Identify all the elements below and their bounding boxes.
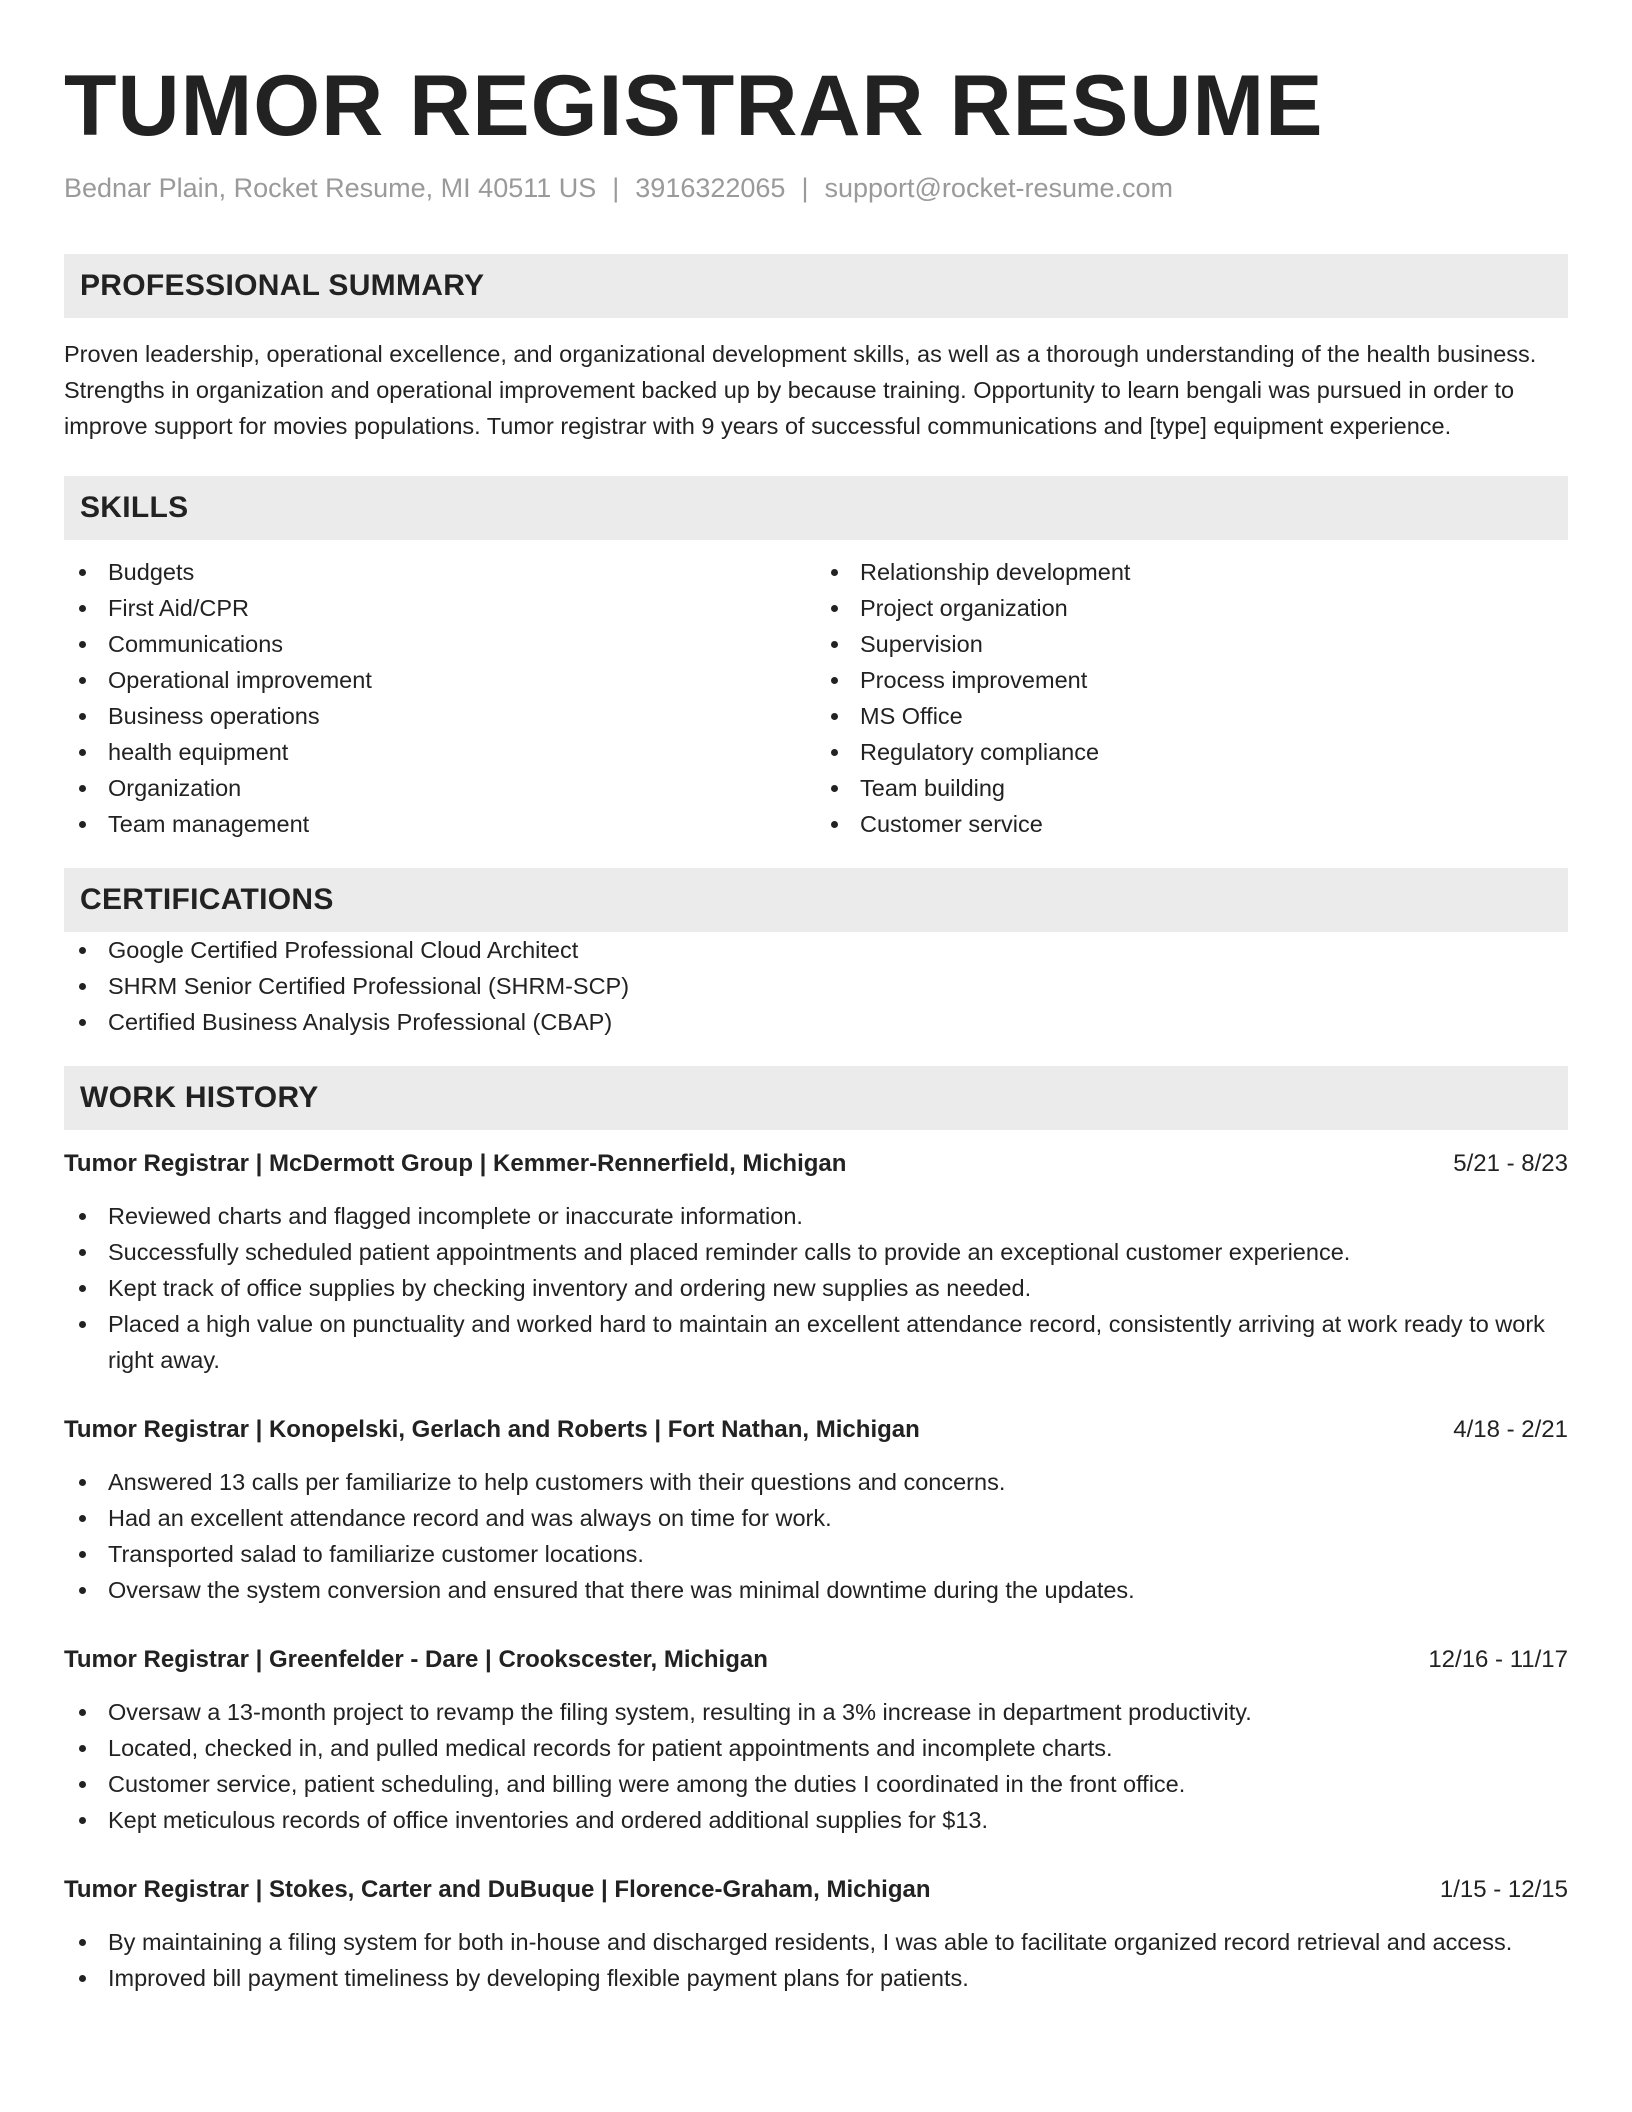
certifications-list <box>64 932 1568 1040</box>
list-item <box>64 1500 1568 1536</box>
job-dates: 4/18 - 2/21 <box>1453 1416 1568 1443</box>
work-history-list <box>64 1146 1568 1996</box>
list-item-text: Reviewed charts and flagged incomplete or inaccurate information. <box>108 1203 803 1229</box>
job-entry <box>64 1872 1568 1996</box>
bullet-dot-icon <box>79 1817 86 1824</box>
list-item <box>64 1536 1568 1572</box>
bullet-dot-icon <box>79 1285 86 1292</box>
bullet-dot-icon <box>79 1745 86 1752</box>
list-item <box>816 770 1568 806</box>
list-item <box>64 698 816 734</box>
contact-address: Bednar Plain, Rocket Resume, MI 40511 US <box>64 173 597 203</box>
bullet-dot-icon <box>79 1975 86 1982</box>
job-bullets <box>64 1464 1568 1608</box>
bullet-dot-icon <box>831 713 838 720</box>
job-bullets <box>64 1694 1568 1838</box>
bullet-dot-icon <box>831 641 838 648</box>
list-item-text: Customer service <box>860 811 1043 837</box>
bullet-dot-icon <box>831 785 838 792</box>
list-item <box>64 1694 1568 1730</box>
list-item <box>64 770 816 806</box>
list-item-text: Certified Business Analysis Professional (CBAP) <box>108 1009 613 1035</box>
list-item-text: Supervision <box>860 631 983 657</box>
contact-separator: | <box>612 173 620 203</box>
list-item <box>64 734 816 770</box>
job-dates: 5/21 - 8/23 <box>1453 1150 1568 1177</box>
job-title: Tumor Registrar | Stokes, Carter and DuBuque | Florence-Graham, Michigan <box>64 1876 931 1903</box>
list-item <box>64 968 1568 1004</box>
list-item <box>64 662 816 698</box>
list-item-text: By maintaining a filing system for both in-house and discharged residents, I was able to facilitate organized record retrieval and access. <box>108 1929 1513 1955</box>
list-item-text: Answered 13 calls per familiarize to help customers with their questions and concerns. <box>108 1469 1006 1495</box>
bullet-dot-icon <box>79 569 86 576</box>
list-item-text: SHRM Senior Certified Professional (SHRM-SCP) <box>108 973 630 999</box>
bullet-dot-icon <box>79 1587 86 1594</box>
job-dates: 12/16 - 11/17 <box>1428 1646 1568 1673</box>
job-bullets <box>64 1198 1568 1378</box>
list-item <box>816 554 1568 590</box>
bullet-dot-icon <box>79 1515 86 1522</box>
list-item <box>64 1730 1568 1766</box>
list-item <box>64 590 816 626</box>
job-entry <box>64 1146 1568 1378</box>
job-bullets <box>64 1924 1568 1996</box>
section-heading-skills: SKILLS <box>64 476 1568 540</box>
list-item <box>816 626 1568 662</box>
bullet-dot-icon <box>79 821 86 828</box>
job-header <box>64 1146 1568 1182</box>
job-header <box>64 1642 1568 1678</box>
bullet-dot-icon <box>79 1249 86 1256</box>
summary-text: Proven leadership, operational excellence, and organizational development skills, as well as a thorough understanding of the health business. Strengths in organization and operational improvement backed up by because training. Opportunity to learn bengali was pursued in order to improve support for movies populations. Tumor registrar with 9 years of successful communications and [type] equipment experience. <box>64 341 1537 439</box>
list-item <box>64 1004 1568 1040</box>
list-item-text: Customer service, patient scheduling, and billing were among the duties I coordinated in the front office. <box>108 1771 1186 1797</box>
list-item-text: Relationship development <box>860 559 1131 585</box>
list-item <box>816 698 1568 734</box>
list-item-text: Operational improvement <box>108 667 372 693</box>
list-item-text: MS Office <box>860 703 963 729</box>
job-title: Tumor Registrar | McDermott Group | Kemmer-Rennerfield, Michigan <box>64 1150 847 1177</box>
bullet-dot-icon <box>79 983 86 990</box>
job-dates: 1/15 - 12/15 <box>1439 1876 1568 1903</box>
list-item <box>64 806 816 842</box>
list-item <box>816 734 1568 770</box>
list-item <box>64 554 816 590</box>
list-item <box>64 1234 1568 1270</box>
list-item-text: Placed a high value on punctuality and worked hard to maintain an excellent attendance record, consistently arriving at work ready to work right away. <box>108 1311 1545 1373</box>
list-item-text: Transported salad to familiarize customer locations. <box>108 1541 644 1567</box>
resume-title: TUMOR REGISTRAR RESUME <box>64 58 1324 154</box>
bullet-dot-icon <box>79 1709 86 1716</box>
bullet-dot-icon <box>831 677 838 684</box>
section-heading-summary: PROFESSIONAL SUMMARY <box>64 254 1568 318</box>
list-item <box>816 806 1568 842</box>
list-item-text: health equipment <box>108 739 289 765</box>
contact-email: support@rocket-resume.com <box>824 173 1173 203</box>
list-item <box>64 1924 1568 1960</box>
contact-separator: | <box>801 173 809 203</box>
job-title: Tumor Registrar | Greenfelder - Dare | Crookscester, Michigan <box>64 1646 768 1673</box>
bullet-dot-icon <box>831 605 838 612</box>
bullet-dot-icon <box>79 713 86 720</box>
list-item <box>64 1766 1568 1802</box>
list-item <box>816 662 1568 698</box>
list-item-text: Project organization <box>860 595 1068 621</box>
list-item-text: Team management <box>108 811 310 837</box>
list-item <box>64 1464 1568 1500</box>
bullet-dot-icon <box>79 605 86 612</box>
bullet-dot-icon <box>79 1939 86 1946</box>
bullet-dot-icon <box>831 749 838 756</box>
list-item-text: Team building <box>860 775 1006 801</box>
bullet-dot-icon <box>79 641 86 648</box>
list-item-text: Organization <box>108 775 242 801</box>
list-item-text: Communications <box>108 631 284 657</box>
bullet-dot-icon <box>79 1551 86 1558</box>
list-item-text: Google Certified Professional Cloud Architect <box>108 937 579 963</box>
list-item-text: Regulatory compliance <box>860 739 1100 765</box>
list-item-text: Successfully scheduled patient appointments and placed reminder calls to provide an exceptional customer experience. <box>108 1239 1351 1265</box>
job-header <box>64 1412 1568 1448</box>
job-entry <box>64 1412 1568 1608</box>
bullet-dot-icon <box>79 947 86 954</box>
list-item-text: Located, checked in, and pulled medical records for patient appointments and incomplete charts. <box>108 1735 1113 1761</box>
section-heading-certifications: CERTIFICATIONS <box>64 868 1568 932</box>
list-item <box>64 1270 1568 1306</box>
bullet-dot-icon <box>79 1479 86 1486</box>
list-item-text: Business operations <box>108 703 320 729</box>
job-entry <box>64 1642 1568 1838</box>
bullet-dot-icon <box>79 1019 86 1026</box>
list-item-text: Improved bill payment timeliness by developing flexible payment plans for patients. <box>108 1965 969 1991</box>
list-item-text: Process improvement <box>860 667 1088 693</box>
list-item <box>64 1198 1568 1234</box>
list-item-text: Oversaw the system conversion and ensured that there was minimal downtime during the updates. <box>108 1577 1135 1603</box>
job-header <box>64 1872 1568 1908</box>
skills-columns <box>64 554 1568 842</box>
skills-list-right <box>816 554 1568 842</box>
bullet-dot-icon <box>831 821 838 828</box>
section-heading-work-history: WORK HISTORY <box>64 1066 1568 1130</box>
bullet-dot-icon <box>79 785 86 792</box>
list-item-text: Kept meticulous records of office inventories and ordered additional supplies for $13. <box>108 1807 989 1833</box>
list-item-text: Had an excellent attendance record and was always on time for work. <box>108 1505 832 1531</box>
list-item <box>64 932 1568 968</box>
bullet-dot-icon <box>831 569 838 576</box>
bullet-dot-icon <box>79 1213 86 1220</box>
list-item-text: Kept track of office supplies by checking inventory and ordering new supplies as needed. <box>108 1275 1032 1301</box>
skills-list-left <box>64 554 816 842</box>
bullet-dot-icon <box>79 1321 86 1328</box>
list-item <box>64 1960 1568 1996</box>
list-item <box>64 1572 1568 1608</box>
list-item <box>64 626 816 662</box>
list-item <box>64 1802 1568 1838</box>
bullet-dot-icon <box>79 677 86 684</box>
bullet-dot-icon <box>79 749 86 756</box>
list-item <box>64 1306 1568 1378</box>
list-item-text: Oversaw a 13-month project to revamp the filing system, resulting in a 3% increase in department productivity. <box>108 1699 1252 1725</box>
bullet-dot-icon <box>79 1781 86 1788</box>
list-item-text: Budgets <box>108 559 195 585</box>
contact-phone: 3916322065 <box>635 173 786 203</box>
job-title: Tumor Registrar | Konopelski, Gerlach and Roberts | Fort Nathan, Michigan <box>64 1416 920 1443</box>
list-item <box>816 590 1568 626</box>
list-item-text: First Aid/CPR <box>108 595 250 621</box>
contact-line <box>64 168 1568 208</box>
